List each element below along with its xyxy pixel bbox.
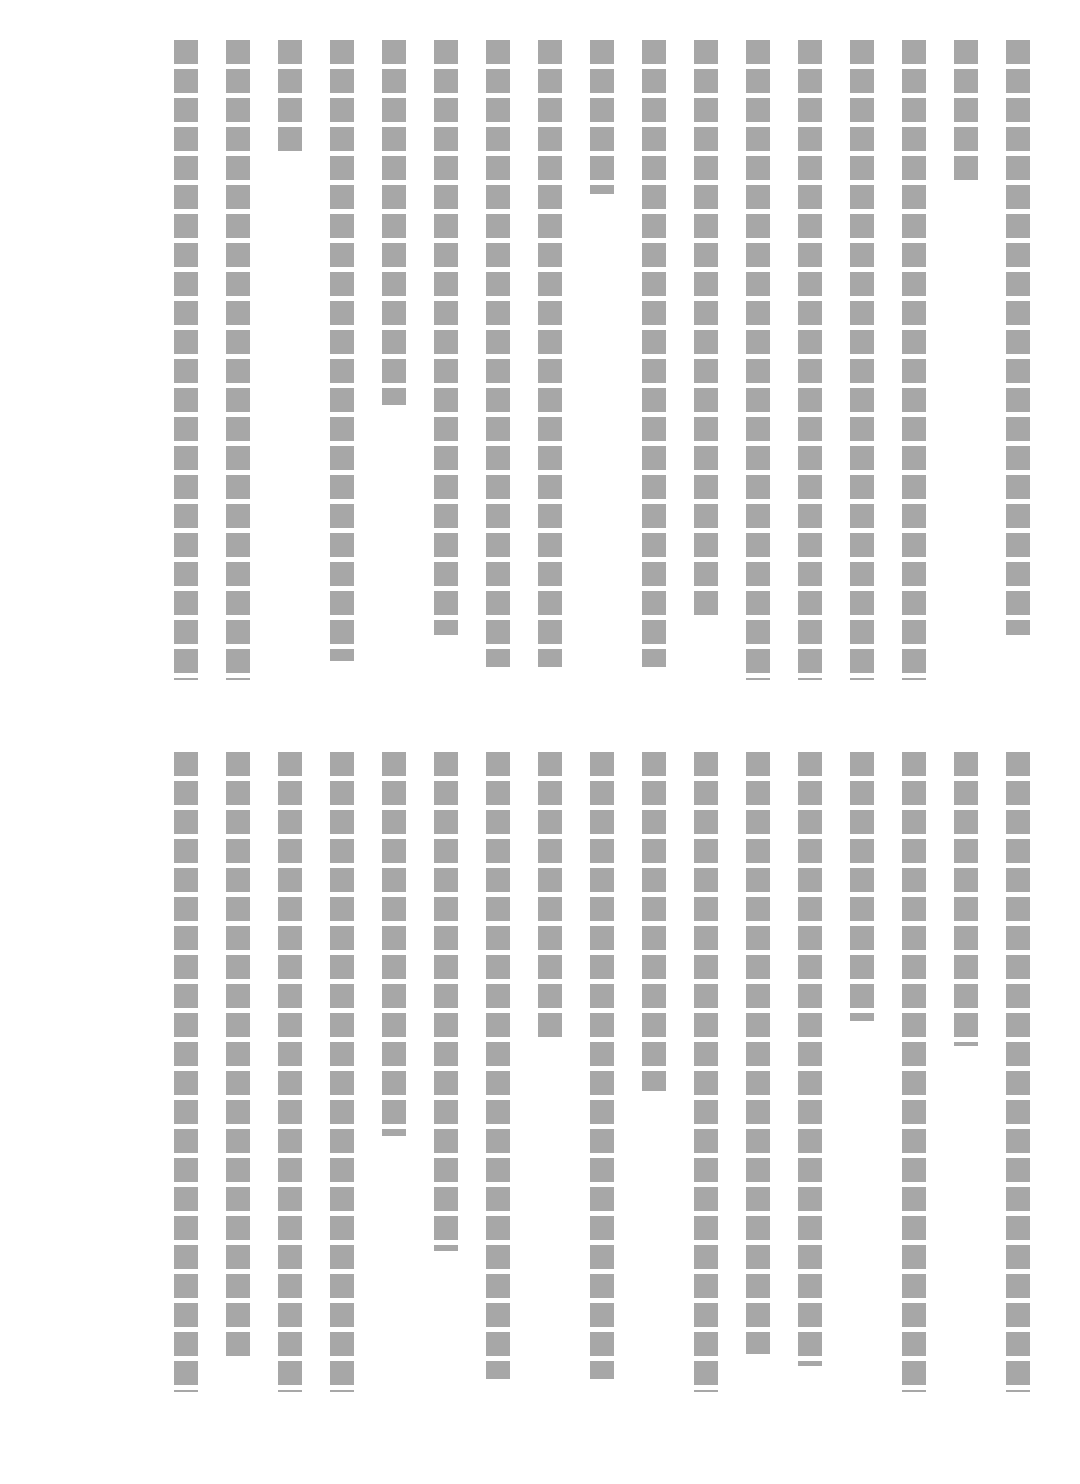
text-column-placeholder: [486, 752, 510, 1379]
text-column-placeholder: [330, 752, 354, 1392]
text-column-placeholder: [902, 40, 926, 680]
text-column-placeholder: [694, 40, 718, 616]
text-column-placeholder: [590, 40, 614, 194]
text-column-placeholder: [226, 40, 250, 680]
text-column-placeholder: [226, 752, 250, 1360]
text-column-placeholder: [746, 40, 770, 680]
text-column-placeholder: [538, 40, 562, 667]
text-column-placeholder: [694, 752, 718, 1392]
text-column-placeholder: [174, 40, 198, 680]
text-column-placeholder: [954, 752, 978, 1046]
text-column-placeholder: [746, 752, 770, 1354]
text-column-placeholder: [850, 40, 874, 680]
text-column-placeholder: [590, 752, 614, 1379]
text-column-placeholder: [278, 40, 302, 155]
text-column-placeholder: [434, 40, 458, 635]
text-block-bottom: [70, 752, 1030, 1412]
text-column-placeholder: [174, 752, 198, 1392]
text-column-placeholder: [798, 40, 822, 680]
text-block-top: [70, 40, 1030, 700]
text-column-placeholder: [330, 40, 354, 661]
text-column-placeholder: [798, 752, 822, 1366]
text-column-placeholder: [278, 752, 302, 1392]
text-column-placeholder: [1006, 40, 1030, 635]
text-column-placeholder: [486, 40, 510, 667]
text-column-placeholder: [902, 752, 926, 1392]
text-column-placeholder: [538, 752, 562, 1040]
text-column-placeholder: [1006, 752, 1030, 1392]
text-column-placeholder: [642, 752, 666, 1091]
text-column-placeholder: [434, 752, 458, 1251]
text-column-placeholder: [954, 40, 978, 181]
text-column-placeholder: [642, 40, 666, 667]
text-column-placeholder: [382, 40, 406, 405]
text-column-placeholder: [382, 752, 406, 1136]
text-column-placeholder: [850, 752, 874, 1021]
